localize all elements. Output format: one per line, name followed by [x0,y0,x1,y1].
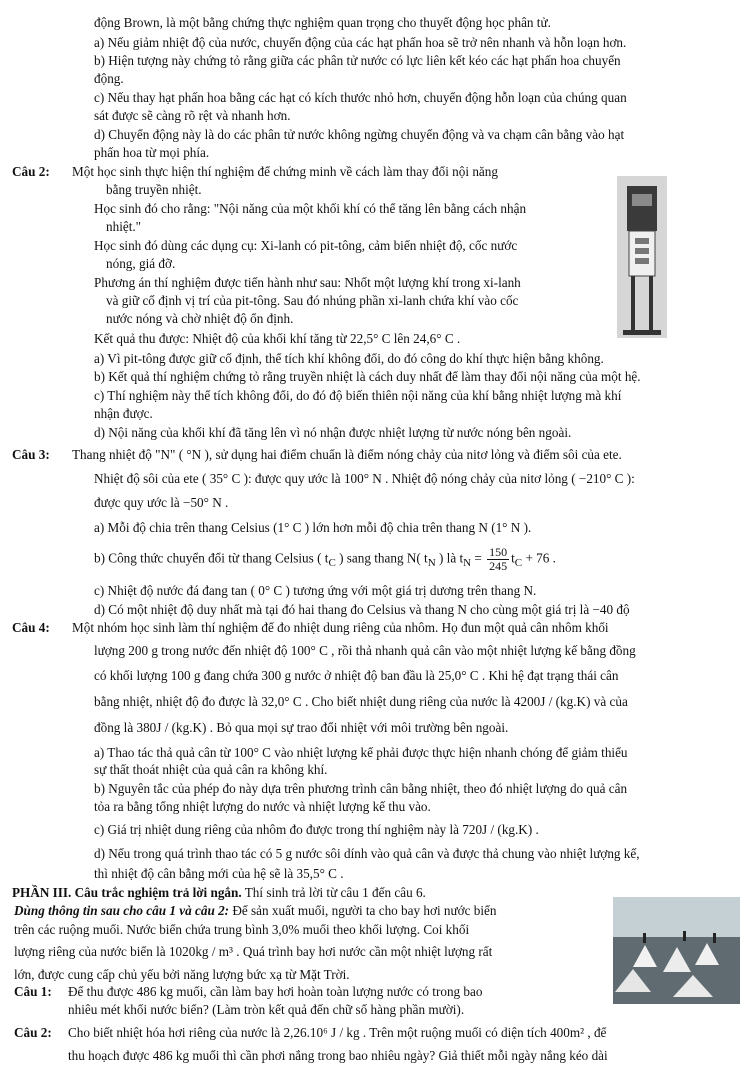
text-line: và giữ cố định vị trí của pit-tông. Sau đó nhúng phần xi-lanh chứa khí vào cốc [106,293,519,308]
option-b-text: ) sang thang N( t [335,550,428,566]
text-line: bằng truyền nhiệt. [106,182,202,197]
option-b-cont: động. [94,71,124,86]
subscript: C [514,557,523,570]
text-line: nhiêu mét khối nước biển? (Làm tròn kết quả đến chữ số hàng phần mười). [68,1002,465,1017]
subscript: C [328,557,336,570]
fraction-denominator: 245 [489,559,508,573]
text-line: trên các ruộng muối. Nước biển chứa trung bình 3,0% muối theo khối lượng. Coi khối [14,922,470,937]
question-2-part3 [14,1024,606,1041]
option-b: b) Kết quả thí nghiệm chứng tỏ rằng truyền nhiệt là cách duy nhất để làm thay đổi nội năng của một hệ. [94,369,641,384]
section-title: PHẦN III. Câu trắc nghiệm trả lời ngắn. [12,885,242,900]
text-line: thu hoạch được 486 kg muối thì cần phơi nắng trong bao nhiêu ngày? Giả thiết mỗi ngày nắng kéo dài [68,1048,608,1063]
text-line: đồng là 380J / (kg.K) . Bỏ qua mọi sự trao đổi nhiệt với môi trường bên ngoài. [94,720,509,735]
option-d: d) Có một nhiệt độ duy nhất mà tại đó hai thang đo Celsius và thang N cho cùng một giá trị là −40 độ [94,602,630,617]
option-d: d) Nếu trong quá trình thao tác có 5 g nước sôi dính vào quả cân và được thả chung vào nhiệt lượng kế, [94,846,640,861]
salt-field-illustration [613,897,740,1004]
text-line: Nhiệt độ sôi của ete ( 35° C ): được quy ước là 100° N . Nhiệt độ nóng chảy của nitơ lỏng ( −210° C ): [94,471,635,486]
question-label: Câu 2: [14,1025,52,1040]
intro-text: Để sản xuất muối, người ta cho bay hơi nước biển [229,903,497,918]
fraction-numerator: 150 [489,545,508,559]
text-line: Cho biết nhiệt hóa hơi riêng của nước là 2,26.10⁶ J / kg . Trên một ruộng muối có diện tích 400m² , để [68,1025,607,1040]
text-line: Thang nhiệt độ "N" ( °N ), sử dụng hai điểm chuẩn là điểm nóng chảy của nitơ lỏng và điểm sôi của ete. [72,447,622,462]
text-line: Một nhóm học sinh làm thí nghiệm để đo nhiệt dung riêng của nhôm. Họ đun một quả cân nhôm khối [72,620,609,635]
subscript: N [427,557,436,570]
option-c: c) Thí nghiệm này thể tích không đổi, do đó độ biến thiên nội năng của khí bằng nhiệt lượng mà khí [94,388,622,403]
section-heading [12,884,426,901]
question-3 [12,446,622,463]
option-d: d) Nội năng của khối khí đã tăng lên vì nó nhận được nhiệt lượng từ nước nóng bên ngoài. [94,425,572,440]
text-line: Kết quả thu được: Nhiệt độ của khối khí tăng từ 22,5° C lên 24,6° C . [94,331,461,346]
option-c: c) Nếu thay hạt phấn hoa bằng các hạt có kích thước nhỏ hơn, chuyển động hỗn loạn của chúng quan [94,90,627,105]
option-b-text: + 76 . [522,550,556,566]
question-2 [12,163,498,180]
option-b: b) Hiện tượng này chứng tỏ rằng giữa các phân tử nước có lực liên kết kéo các hạt phấn hoa chuyển [94,53,621,68]
option-a: a) Thao tác thả quả cân từ 100° C vào nhiệt lượng kế phải được thực hiện nhanh chóng để giảm thiểu [94,745,628,760]
intro-bold: Dùng thông tin sau cho câu 1 và câu 2: [14,903,230,918]
text-line: nhiệt." [106,219,142,234]
option-c-cont: nhận được. [94,406,153,421]
question-label: Câu 4: [12,620,50,635]
question-1 [14,983,482,1000]
text-line: được quy ước là −50° N . [94,495,229,510]
question-label: Câu 1: [14,984,52,999]
option-c: c) Giá trị nhiệt dung riêng của nhôm đo được trong thí nghiệm này là 720J / (kg.K) . [94,822,539,837]
option-b-cont: tỏa ra bằng tổng nhiệt lượng do nước và nhiệt lượng kế thu vào. [94,799,431,814]
apparatus-photo [617,176,667,338]
text-line: Phương án thí nghiệm được tiến hành như sau: Nhốt một lượng khí trong xi-lanh [94,275,521,290]
question-label: Câu 3: [12,447,50,462]
text-line: lượng 200 g trong nước đến nhiệt độ 100° C , rồi thả nhanh quả cân vào một nhiệt lượng kế bằng đồng [94,643,636,658]
text-line: Để thu được 486 kg muối, cần làm bay hơi hoàn toàn lượng nước có trong bao [68,984,483,999]
option-b [94,546,556,573]
intro-line [14,902,497,919]
text-line: nóng, giá đỡ. [106,256,176,271]
salt-field-photo [613,897,740,1004]
option-b-text: t [511,550,515,566]
option-b: b) Nguyên tắc của phép đo này dựa trên phương trình cân bằng nhiệt, theo đó nhiệt lượng do quả cân [94,781,628,796]
apparatus-illustration [617,176,667,338]
option-d-cont: thì nhiệt độ cân bằng mới của hệ sẽ là 35,5° C . [94,866,344,881]
option-a: a) Mỗi độ chia trên thang Celsius (1° C ) lớn hơn mỗi độ chia trên thang N (1° N ). [94,520,532,535]
option-d: d) Chuyển động này là do các phân tử nước không ngừng chuyển động và va chạm cân bằng vào hạt [94,127,625,142]
text-line: động Brown, là một bằng chứng thực nghiệm quan trọng cho thuyết động học phân tử. [94,15,551,30]
text-line: lượng riêng của nước biển là 1020kg / m³ . Quá trình bay hơi nước cần một nhiệt lượng rất [14,944,493,959]
option-a-cont: sự thất thoát nhiệt của quả cân ra không khí. [94,762,328,777]
text-line: Một học sinh thực hiện thí nghiệm để chứng minh về cách làm thay đổi nội năng [72,164,498,179]
question-label: Câu 2: [12,164,50,179]
option-c: c) Nhiệt độ nước đá đang tan ( 0° C ) tương ứng với một giá trị dương trên thang N. [94,583,537,598]
option-b-text: b) Công thức chuyển đổi từ thang Celsius ( t [94,550,329,566]
option-d-cont: phấn hoa từ mọi phía. [94,145,210,160]
subscript: N [463,557,472,570]
text-line: nước nóng và chờ nhiệt độ ổn định. [106,311,294,326]
question-4 [12,619,609,636]
option-c-cont: sát được sẽ càng rõ rệt và nhanh hơn. [94,108,291,123]
option-a: a) Vì pit-tông được giữ cố định, thể tích khí không đổi, do đó công do khí thực hiện bằng không. [94,351,604,366]
option-b-text: ) là t [435,550,464,566]
option-a: a) Nếu giảm nhiệt độ của nước, chuyển động của các hạt phấn hoa sẽ trở nên nhanh và hỗn loạn hơn. [94,35,627,50]
option-b-text: = [471,550,486,566]
text-line: lớn, được cung cấp chủ yếu bởi năng lượng bức xạ từ Mặt Trời. [14,967,350,982]
text-line: Học sinh đó cho rằng: "Nội năng của một khối khí có thể tăng lên bằng cách nhận [94,201,527,216]
text-line: bằng nhiệt, nhiệt độ đo được là 32,0° C . Cho biết nhiệt dung riêng của nước là 4200J / (kg.K) và của [94,694,628,709]
section-subtitle: Thí sinh trả lời từ câu 1 đến câu 6. [241,885,426,900]
fraction [487,546,509,573]
text-line: có khối lượng 100 g đang chứa 300 g nước ở nhiệt độ ban đầu là 25,0° C . Khi hệ đạt trạng thái cân [94,668,619,683]
text-line: Học sinh đó dùng các dụng cụ: Xi-lanh có pit-tông, cảm biến nhiệt độ, cốc nước [94,238,518,253]
